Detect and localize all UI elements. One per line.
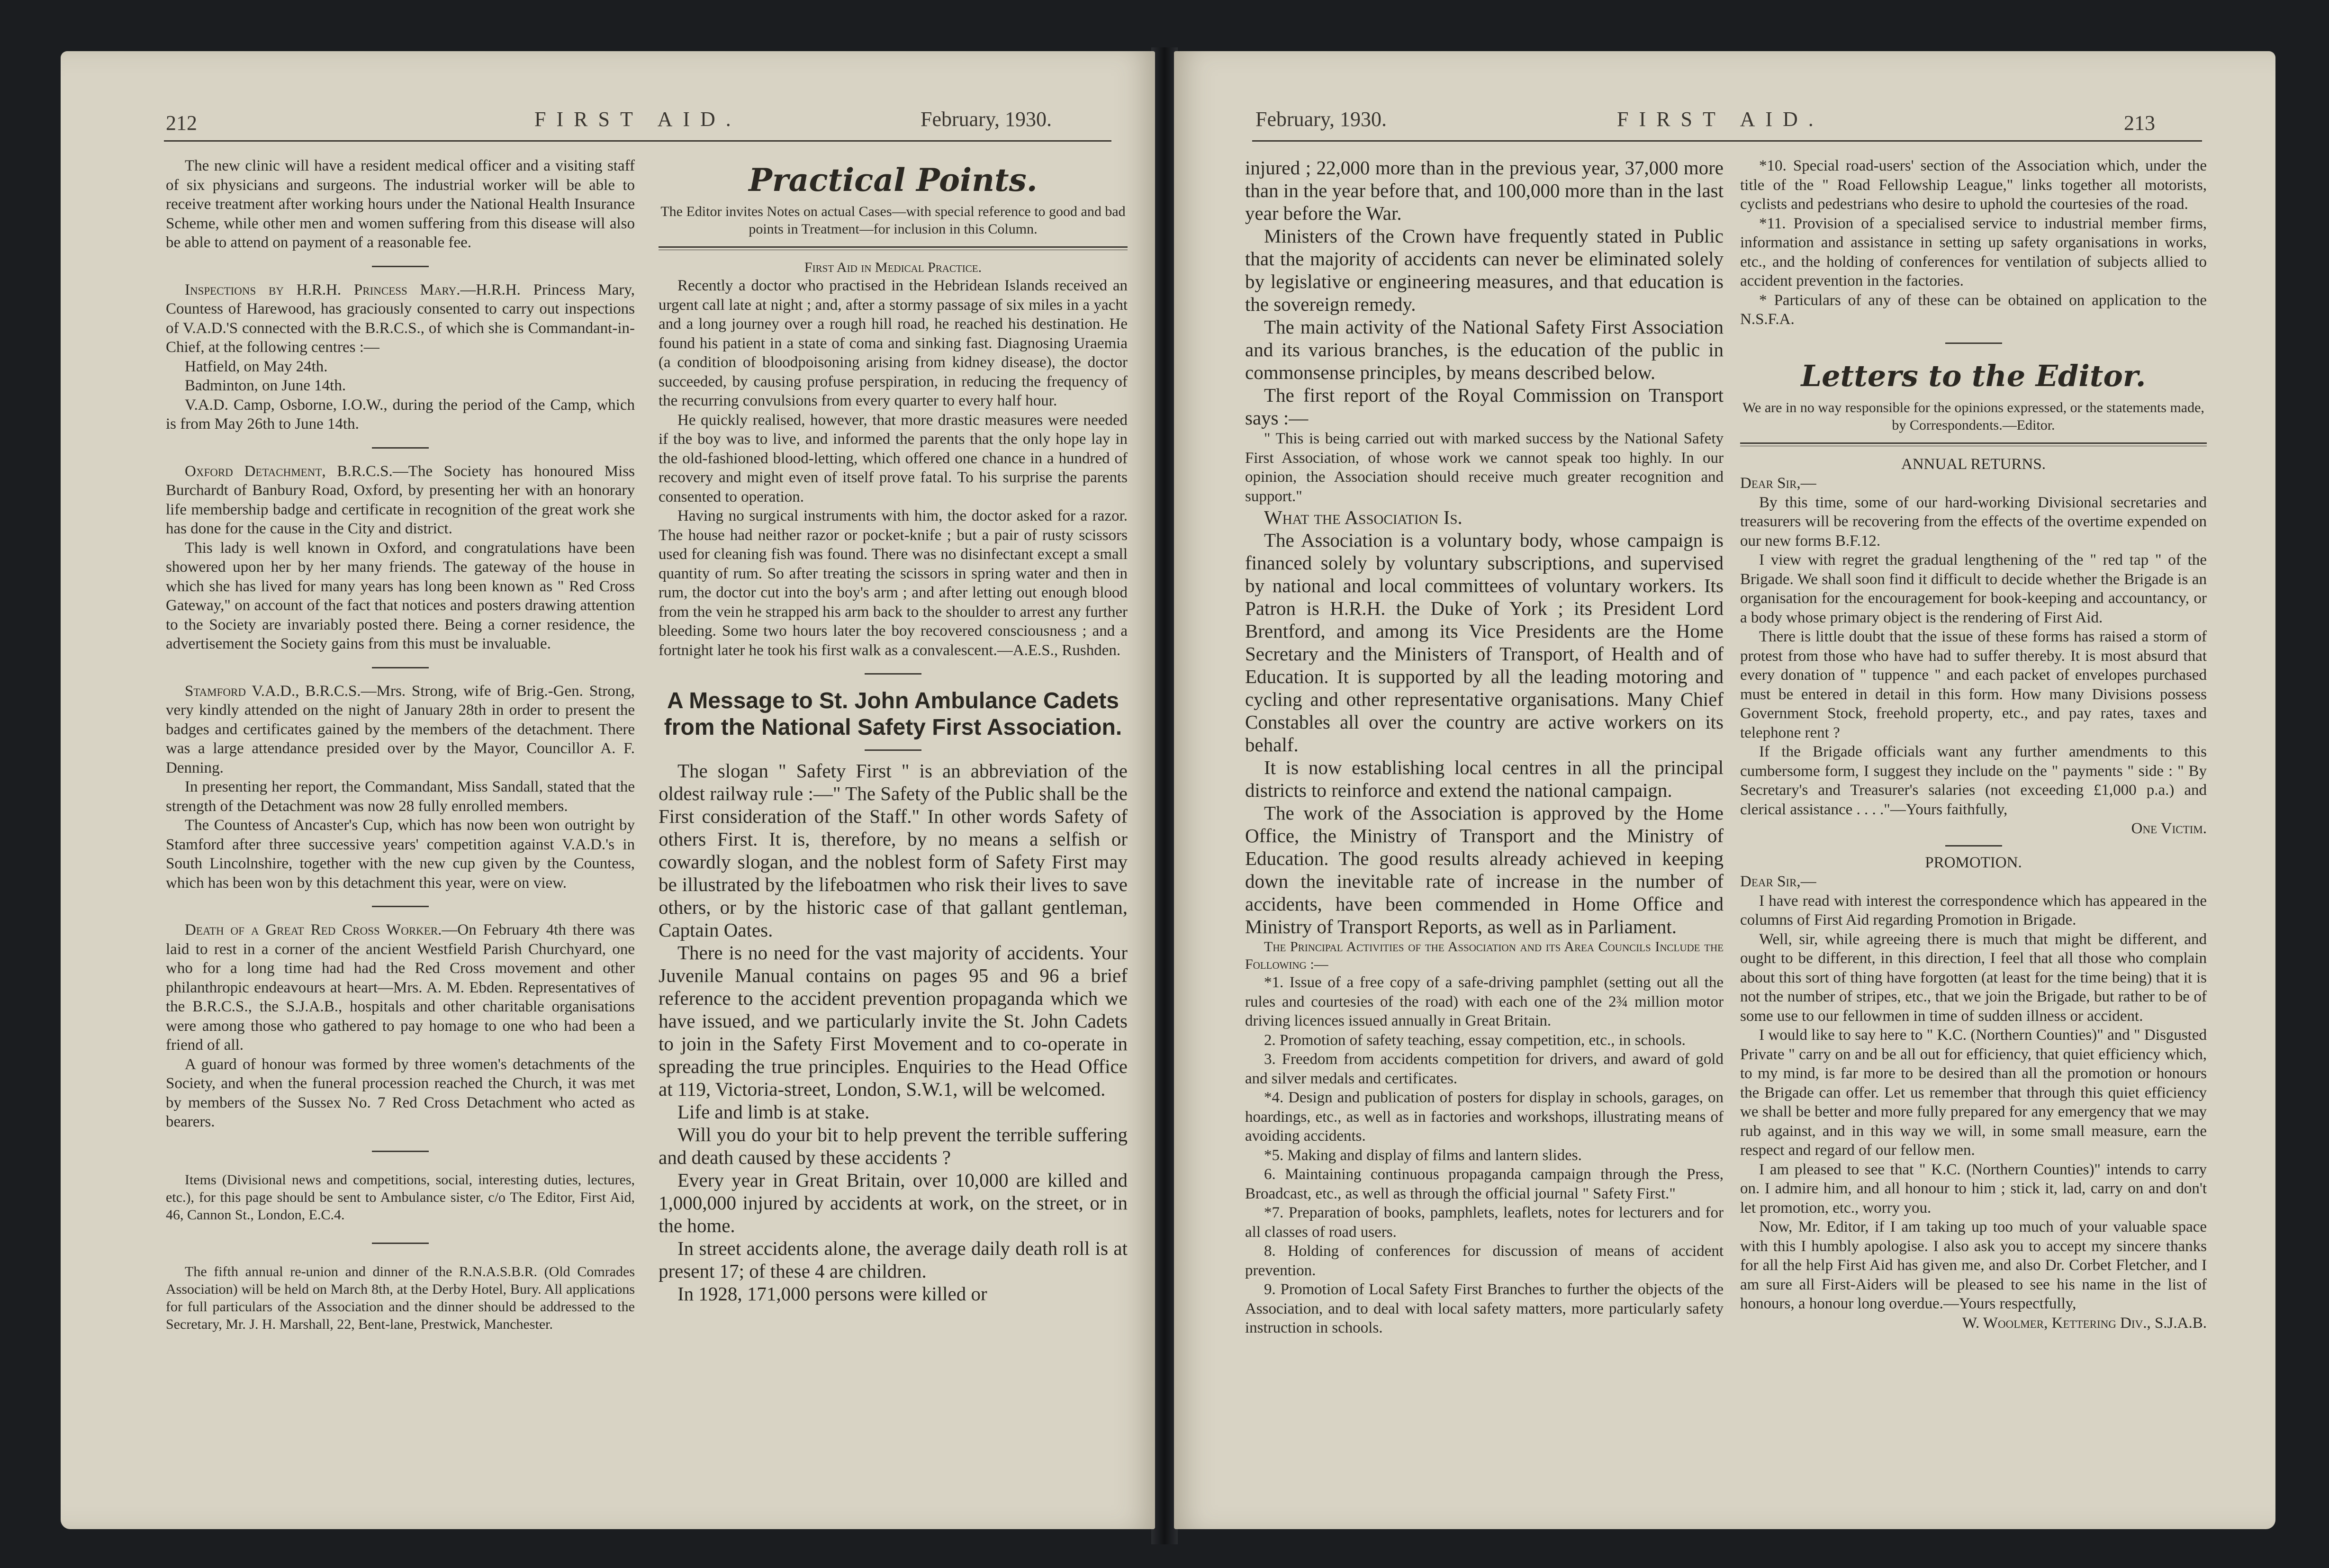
list-item: 9. Promotion of Local Safety First Branches to further the objects of the Association, and to deal with local safety matters, more particularly safety instruction in schools. [1245,1281,1724,1336]
letters-heading: Letters to the Editor. [1801,358,2146,393]
paragraph: Life and limb is at stake. [677,1101,870,1123]
section-head: The Principal Activities of the Association and its Area Councils Include the Following :— [1245,939,1724,972]
items-note: Items (Divisional news and competitions, social, interesting duties, lectures, etc.), for this page should be sent to Ambulance sister, c/o The Editor, First Aid, 46, Cannon St., London, E.C.4. [166,1171,635,1223]
list-item: 8. Holding of conferences for discussion of means of accident prevention. [1245,1243,1724,1279]
header-rule [164,140,1111,142]
clinic-paragraph: The new clinic will have a resident medical officer and a visiting staff of six physicians and surgeons. The industrial worker will be able to receive treatment after working hours under the National Health Insurance Scheme, while other men and women suffering from this disease will also be able to attend on payment of a reasonable fee. [166,157,635,251]
list-item: 6. Maintaining continuous propaganda campaign through the Press, Broadcast, etc., as well as through the official journal " Safety First." [1245,1166,1724,1202]
journal-title: FIRST AID. [1617,108,1824,131]
list-item: *5. Making and display of films and lantern slides. [1264,1146,1582,1164]
separator [372,906,429,907]
page-number: 212 [166,111,197,135]
paragraph: The Countess of Ancaster's Cup, which has now been won outright by Stamford after three successive years' competition against V.A.D.'s in South Lincolnshire, together with the new cup given by the Countess, which has been won by this detachment this year, were on view. [166,817,635,892]
left-column-1 [166,156,635,1333]
list-item: V.A.D. Camp, Osborne, I.O.W., during the period of the Camp, which is from May 26th to June 14th. [166,396,635,433]
separator [372,667,429,668]
paragraph: injured ; 22,000 more than in the previous year, 37,000 more than in the year before that, and 100,000 more than in the last year before the War. [1245,157,1724,224]
header-rule [1252,140,2202,142]
paragraph: If the Brigade officials want any further amendments to this cumbersome form, I suggest they include on the " payments " side : " By Secretary's and Treasurer's salaries (not exceeding £1,000 p.a.) and clerical assistance . . . ."—Yours faithfully, [1740,743,2207,818]
paragraph: Recently a doctor who practised in the Hebridean Islands received an urgent call late at night ; and, after a stormy passage of six miles in a yacht and a long journey over a rough hill road, he reached his destination. He found his patient in a state of coma and sinking fast. Diagnosing Uraemia (a condition of bloodpoisoning arising from kidney disease), the doctor succeeded, by causing profuse perspiration, in reducing the frequency of the recurring convulsions from every quarter to every half hour. [659,277,1128,409]
running-header [1174,107,2275,140]
separator [372,447,429,449]
paragraph: There is little doubt that the issue of these forms has raised a storm of protest from those who have had to suffer thereby. It is most absurd that every donation of " tuppence " and each packet of envelopes purchased must be entered in detail in this form. How many Divisions possess Government Stock, freehold property, etc., and pay rates, taxes and telephone rent ? [1740,628,2207,741]
paragraph: —H.R.H. Princess Mary, Countess of Harewood, has graciously consented to carry out inspections of V.A.D.'S connected with the B.R.C.S., of which she is Commandant-in-Chief, at the following centres :— [166,281,635,356]
paragraph: The Association is a voluntary body, whose campaign is financed solely by voluntary subscriptions, and supervised by national and local committees of voluntary workers. Its Patron is H.R.H. the Duke of York ; its President Lord Brentford, and among its Vice Presidents are the Home Secretary and the Ministers of Transport, of Health and of Education. It is supported by all the leading motoring and cycling and other representative organisations. Many Chief Constables all over the country are active workers on its behalf. [1245,529,1724,756]
signature: W. Woolmer, Kettering Div., S.J.A.B. [1962,1314,2207,1332]
page-number: 213 [2124,111,2155,135]
salutation: Dear Sir,— [1740,475,1816,492]
paragraph: I am pleased to see that " K.C. (Northern Counties)" intends to carry on. I admire him, and all honour to him ; stick it, lad, carry on and don't let promotion, etc., worry you. [1740,1161,2207,1217]
practical-points-heading: Practical Points. [749,162,1038,198]
paragraph: There is no need for the vast majority of accidents. Your Juvenile Manual contains on pages 95 and 96 a brief reference to the accident prevention propaganda which we have issued, and we particularly invite the St. John Cadets to join in the Safety First Movement and to co-operate in spreading the true principles. Enquiries to the Head Office at 119, Victoria-street, London, S.W.1, will be welcomed. [659,942,1128,1100]
double-rule [1740,442,2207,446]
list-item: *7. Preparation of books, pamphlets, leaflets, notes for lecturers and for all classes of road users. [1245,1204,1724,1241]
reunion-note: The fifth annual re-union and dinner of the R.N.A.S.B.R. (Old Comrades Association) will be held on March 8th, at the Derby Hotel, Bury. All applications for full particulars of the Association and the dinner should be addressed to the Secretary, Mr. J. H. Marshall, 22, Bent-lane, Prestwick, Manchester. [166,1263,635,1332]
paragraph: Ministers of the Crown have frequently stated in Public that the majority of accidents can never be eliminated solely by legislative or engineering measures, and that education is the sovereign remedy. [1245,225,1724,315]
paragraph: He quickly realised, however, that more drastic measures were needed if the boy was to live, and informed the parents that the only hope lay in the old-fashioned blood-letting, which offered one chance in a hundred of recovery and might even of itself prove fatal. To his surprise the parents consented to operation. [659,411,1128,505]
issue-date: February, 1930. [1255,108,1387,131]
quote: " This is being carried out with marked success by the National Safety First Association, of whose work we cannot speak too highly. In our opinion, the Association should receive much greater recognition and support." [1245,430,1724,505]
paragraph: It is now establishing local centres in all the principal districts to reinforce and extend the national campaign. [1245,757,1724,801]
list-item: 2. Promotion of safety teaching, essay competition, etc., in schools. [1264,1031,1686,1049]
right-column-1 [1245,156,1724,1338]
section-head: Death of a Great Red Cross Worker. [185,921,442,938]
message-heading: A Message to St. John Ambulance Cadets from the National Safety First Association. [664,688,1122,740]
subhead: First Aid in Medical Practice. [804,260,982,275]
disclaimer: We are in no way responsible for the opinions expressed, or the statements made, by Correspondents.—Editor. [1742,399,2204,433]
signature: One Victim. [2131,820,2207,837]
paragraph: Having no surgical instruments with him, the doctor asked for a razor. The house had neither razor or pocket-knife ; but a pair of rusty scissors used for cleaning fish was found. There was no disinfectant except a small quantity of rum. So after treating the scissors in spring water and then in rum, the doctor cut into the boy's arm ; and after letting out enough blood from the vein he strapped his arm back to the shoulder to arrest any further bleeding. Some two hours later the boy recovered consciousness ; and a fortnight later he took his first walk as a convalescent.—A.E.S., Rushden. [659,507,1128,659]
section-head: What the Association Is. [1264,506,1462,528]
paragraph: By this time, some of our hard-working Divisional secretaries and treasurers will be recovering from the effects of the overtime expended on our new forms B.F.12. [1740,494,2207,550]
paragraph: The main activity of the National Safety First Association and its various branches, is the education of the public in commonsense principles, by means described below. [1245,316,1724,383]
list-item: 3. Freedom from accidents competition for drivers, and award of gold and silver medals and certificates. [1245,1051,1724,1087]
section-head: Oxford Detachment, B.R.C.S. [185,462,393,480]
list-item: *11. Provision of a specialised service to industrial member firms, information and assistance in setting up safety organisations in works, etc., and the holding of conferences for ventilation of subjects allied to accident prevention in the factories. [1740,215,2207,289]
intro-note: The Editor invites Notes on actual Cases—with special reference to good and bad points in Treatment—for inclusion in this Column. [660,204,1126,237]
double-rule [659,246,1128,250]
separator [865,749,921,751]
paragraph: Every year in Great Britain, over 10,000 are killed and 1,000,000 injured by accidents at work, on the street, or in the home. [659,1169,1128,1236]
list-item: *1. Issue of a free copy of a safe-driving pamphlet (setting out all the rules and courtesies of the road) with each one of the 2¾ million motor driving licences issued annually in Great Britain. [1245,974,1724,1029]
running-header [61,107,1155,140]
section-head: Inspections by H.R.H. Princess Mary. [185,281,460,298]
list-item: Badminton, on June 14th. [185,377,346,394]
paragraph: The slogan " Safety First " is an abbreviation of the oldest railway rule :—" The Safety of the Public shall be the First consideration of the Staff." In other words Safety of others First. It is, therefore, by no means a selfish or cowardly slogan, and the noblest form of Safety First may be illustrated by the lifeboatmen who risk their lives to save others, or by the historic case of that gallant gentleman, Captain Oates. [659,760,1128,941]
paragraph: In 1928, 171,000 persons were killed or [677,1283,987,1305]
footnote: * Particulars of any of these can be obtained on application to the N.S.F.A. [1740,291,2207,328]
paragraph: Well, sir, while agreeing there is much that might be different, and ought to be different, in this direction, I feel that all those who complain about this sort of thing have forgotten (at least for the time being) that it is not the number of stripes, etc., that we join the Brigade, but rather to be of some use to our fellowmen in time of sudden illness or accident. [1740,930,2207,1025]
paragraph: The first report of the Royal Commission on Transport says :— [1245,384,1724,429]
journal-title: FIRST AID. [534,108,741,131]
separator [372,266,429,267]
separator [865,673,921,675]
paragraph: I view with regret the gradual lengthening of the " red tap " of the Brigade. We shall soon find it difficult to decide whether the Brigade is an organisation for the encouragement for book-keeping and accountancy, or a body whose primary object is the rendering of First Aid. [1740,551,2207,626]
separator [372,1151,429,1152]
paragraph: In presenting her report, the Commandant, Miss Sandall, stated that the strength of the Detachment was now 28 fully enrolled members. [166,778,635,815]
salutation: Dear Sir,— [1740,873,1816,890]
separator [1945,845,2002,847]
list-item: Hatfield, on May 24th. [185,358,328,375]
paragraph: I would like to say here to " K.C. (Northern Counties)" and " Disgusted Private " carry on and be all out for efficiency, that quiet efficiency which, to my mind, is far more to be desired than all the promotion or honours the Brigade can offer. Let us remember that through this quiet efficiency we shall be better and more fully prepared for any emergency that we may rub against, and in this way we will, in some small measure, earn the respect and regard of our fellow men. [1740,1027,2207,1159]
left-column-2 [659,156,1128,1305]
paragraph: —On February 4th there was laid to rest in a corner of the ancient Westfield Parish Churchyard, one who for a long time had had the Red Cross movement and other philanthropic endeavours at heart—Mrs. A. M. Ebden. Representatives of the B.R.C.S., the S.J.A.B., hospitals and other charitable organisations were among those who gathered to pay homage to one who had been a friend of all. [166,921,635,1054]
letter-title: ANNUAL RETURNS. [1901,455,2046,473]
paragraph: —Mrs. Strong, wife of Brig.-Gen. Strong, very kindly attended on the night of January 28th in order to present the badges and certificates gained by the members of the detachment. There was a large attendance presided over by the Mayor, Councillor A. F. Denning. [166,682,635,776]
paragraph: The work of the Association is approved by the Home Office, the Ministry of Transport and the Ministry of Education. The good results already achieved in keeping down the inevitable rate of increase in the number of accidents, have been commended in Home Office and Ministry of Transport Reports, as well as in Parliament. [1245,802,1724,937]
right-page [1174,51,2275,1529]
paragraph: Now, Mr. Editor, if I am taking up too much of your valuable space with this I humbly apologise. I also ask you to accept my sincere thanks for all the help First Aid has given me, and also Dr. Corbet Fletcher, and I am sure all First-Aiders will be pleased to see his name in the list of honours, a honour long overdue.—Yours respectfully, [1740,1218,2207,1312]
issue-date: February, 1930. [921,108,1052,131]
paragraph: I have read with interest the correspondence which has appeared in the columns of First Aid regarding Promotion in Brigade. [1740,892,2207,928]
letter-title: PROMOTION. [1925,854,2022,871]
list-item: *10. Special road-users' section of the Association which, under the title of the " Road Fellowship League," links together all motorists, cyclists and pedestrians who desire to uphold the courtesies of the road. [1740,157,2207,213]
paragraph: A guard of honour was formed by three women's detachments of the Society, and when the funeral procession reached the Church, it was met by members of the Sussex No. 7 Red Cross Detachment who acted as bearers. [166,1055,635,1130]
separator [372,1243,429,1244]
paragraph: Will you do your bit to help prevent the terrible suffering and death caused by these accidents ? [659,1124,1128,1168]
section-head: Stamford V.A.D., B.R.C.S. [185,682,361,700]
list-item: *4. Design and publication of posters for display in schools, garages, on hoardings, etc., as well as in factories and workshops, illustrating means of avoiding accidents. [1245,1089,1724,1144]
left-page [61,51,1155,1529]
separator [1945,342,2002,344]
paragraph: —The Society has honoured Miss Burchardt of Banbury Road, Oxford, by presenting her with an honorary life membership badge and certificate in recognition of the great work she has done for the cause in the City and district. [166,462,635,537]
right-column-2 [1740,156,2207,1333]
paragraph: This lady is well known in Oxford, and congratulations have been showered upon her by her many friends. The gateway of the house in which she has lived for many years has long been known as " Red Cross Gateway," on account of the fact that notices and posters drawing attention to the Society are invariably posted there. Being a corner residence, the advertisement the Society gains from this must be invaluable. [166,539,635,652]
paragraph: In street accidents alone, the average daily death roll is at present 17; of these 4 are children. [659,1237,1128,1282]
